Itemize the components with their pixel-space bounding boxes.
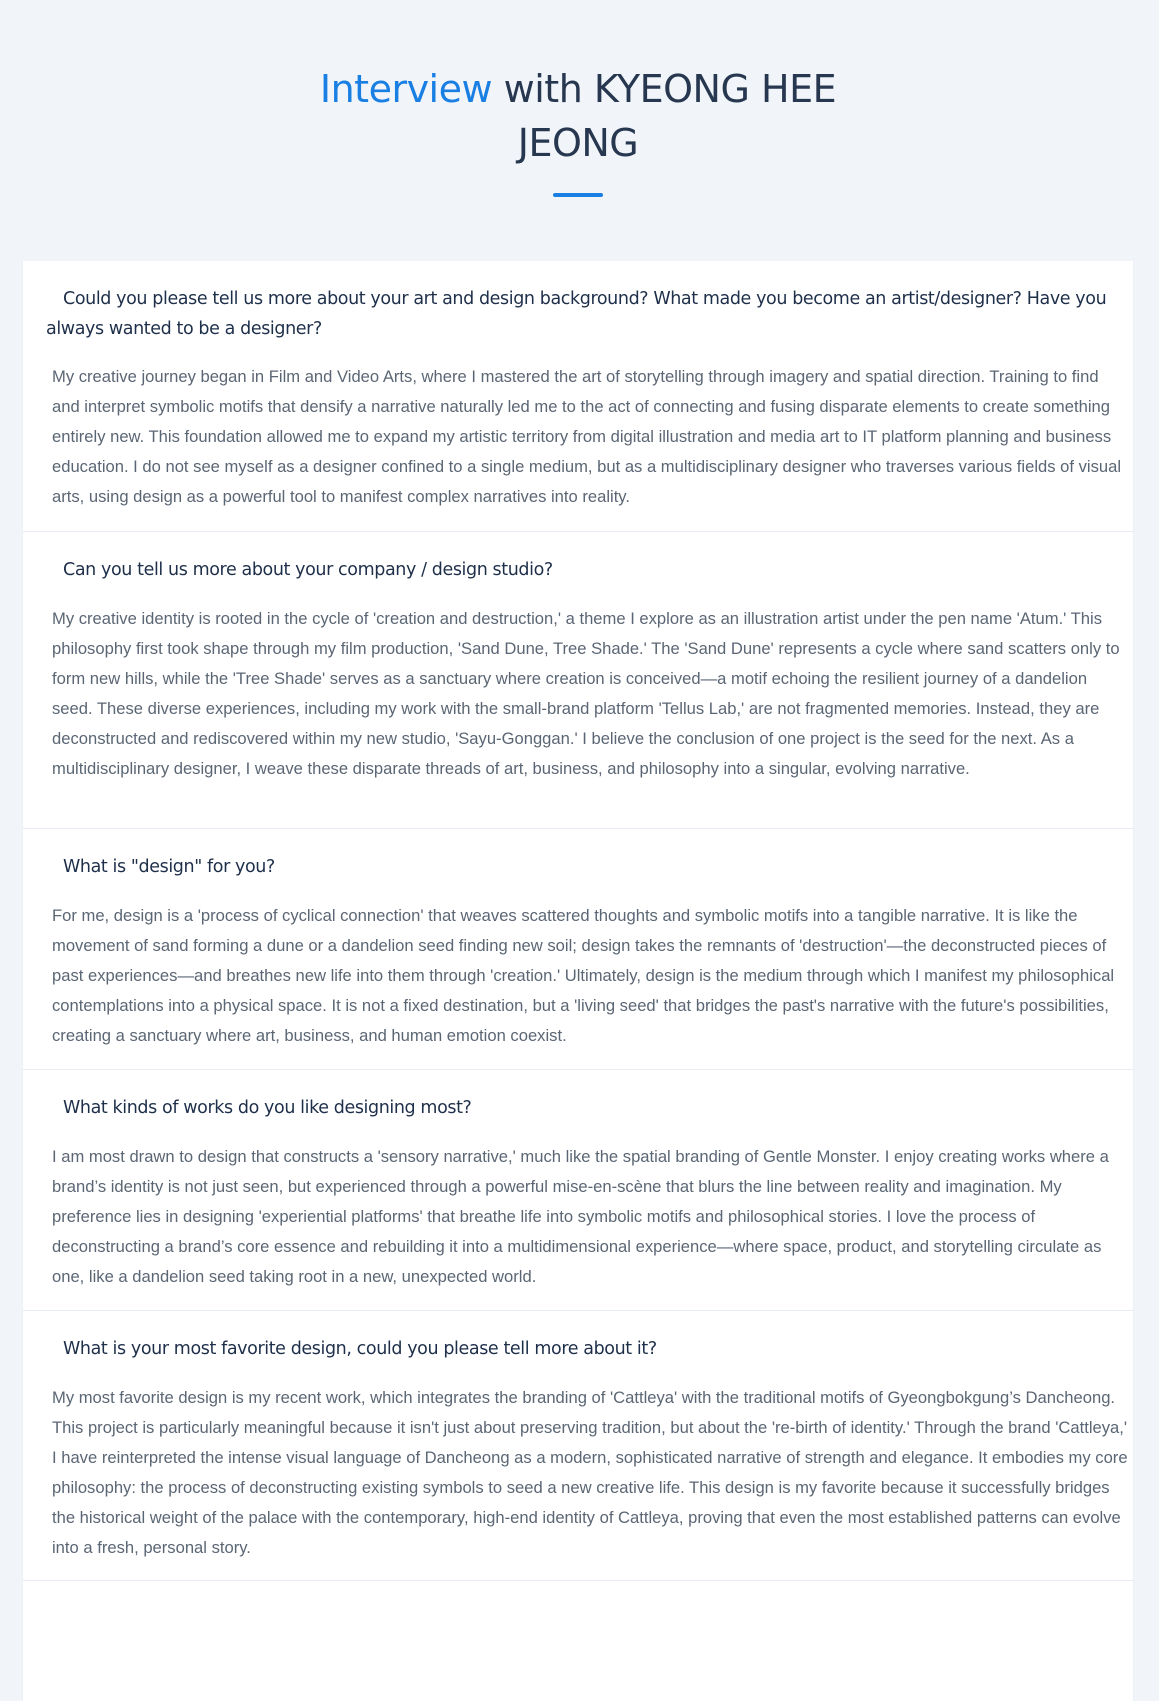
interview-answer: My creative journey began in Film and Video Arts, where I mastered the art of storytelling through imagery and spatial direction. Training to find and interpret symbolic motifs that densify a narrative naturally led me to the act of connecting and fusing disparate elements to create something entirely new. This foundation allowed me to expand my artistic territory from digital illustration and media art to IT platform planning and business education. I do not see myself as a designer confined to a single medium, but as a multidisciplinary designer who traverses various fields of visual arts, using design as a powerful tool to manifest complex narratives into reality.: [52, 367, 1122, 506]
interview-answer: For me, design is a 'process of cyclical connection' that weaves scattered thoughts and symbolic motifs into a tangible narrative. It is like the movement of sand forming a dune or a dandelion seed finding new soil; design takes the remnants of 'destruction'—the deconstructed pieces of past experiences—and breathes new life into them through 'creation.' Ultimately, design is the medium through which I manifest my philosophical contemplations into a physical space. It is not a fixed destination, but a 'living seed' that bridges the past's narrative with the future's possibilities, creating a sanctuary where art, business, and human emotion coexist.: [52, 906, 1115, 1045]
interview-question: Could you please tell us more about your art and design background? What made you become an artist/designer? Have you always wanted to be a designer?: [46, 289, 1107, 339]
page-title: [280, 62, 876, 170]
interview-item: [23, 1069, 1133, 1311]
page-header: [0, 0, 1159, 260]
interview-answer: My creative identity is rooted in the cycle of 'creation and destruction,' a theme I explore as an illustration artist under the pen name 'Atum.' This philosophy first took shape through my film production, 'Sand Dune, Tree Shade.' The 'Sand Dune' represents a cycle where sand scatters only to form new hills, while the 'Tree Shade' serves as a sanctuary where creation is conceived—a motif echoing the resilient journey of a dandelion seed. These diverse experiences, including my work with the small-brand platform 'Tellus Lab,' are not fragmented memories. Instead, they are deconstructed and rediscovered within my new studio, 'Sayu-Gonggan.' I believe the conclusion of one project is the seed for the next. As a multidisciplinary designer, I weave these disparate threads of art, business, and philosophy into a singular, evolving narrative.: [52, 609, 1120, 778]
interview-item: [23, 531, 1133, 829]
interview-item: [23, 261, 1133, 532]
page-title-rest: with KYEONG HEE JEONG: [492, 67, 837, 165]
interview-answer: I am most drawn to design that constructs a 'sensory narrative,' much like the spatial branding of Gentle Monster. I enjoy creating works where a brand’s identity is not just seen, but experienced through a powerful mise-en-scène that blurs the line between reality and imagination. My preference lies in designing 'experiential platforms' that breathe life into symbolic motifs and philosophical stories. I love the process of deconstructing a brand’s core essence and rebuilding it into a multidimensional experience—where space, product, and storytelling circulate as one, like a dandelion seed taking root in a new, unexpected world.: [52, 1147, 1109, 1286]
title-underline-divider: [553, 193, 603, 197]
interview-item: [23, 828, 1133, 1070]
interview-question: Can you tell us more about your company / design studio?: [63, 560, 553, 580]
interview-question: What is your most favorite design, could you please tell more about it?: [63, 1339, 657, 1359]
interview-item: [23, 1310, 1133, 1581]
interview-answer: My most favorite design is my recent work, which integrates the branding of 'Cattleya' with the traditional motifs of Gyeongbokgung’s Dancheong. This project is particularly meaningful because it isn't just about preserving tradition, but about the 're-birth of identity.' Through the brand 'Cattleya,' I have reinterpreted the intense visual language of Dancheong as a modern, sophisticated narrative of strength and elegance. It embodies my core philosophy: the process of deconstructing existing symbols to seed a new creative life. This design is my favorite because it successfully bridges the historical weight of the palace with the contemporary, high-end identity of Cattleya, proving that even the most established patterns can evolve into a fresh, personal story.: [52, 1388, 1128, 1557]
interview-question: What kinds of works do you like designing most?: [63, 1098, 472, 1118]
page-title-accent: Interview: [319, 67, 493, 111]
interview-card: [23, 261, 1133, 1701]
interview-question: What is "design" for you?: [63, 857, 275, 877]
